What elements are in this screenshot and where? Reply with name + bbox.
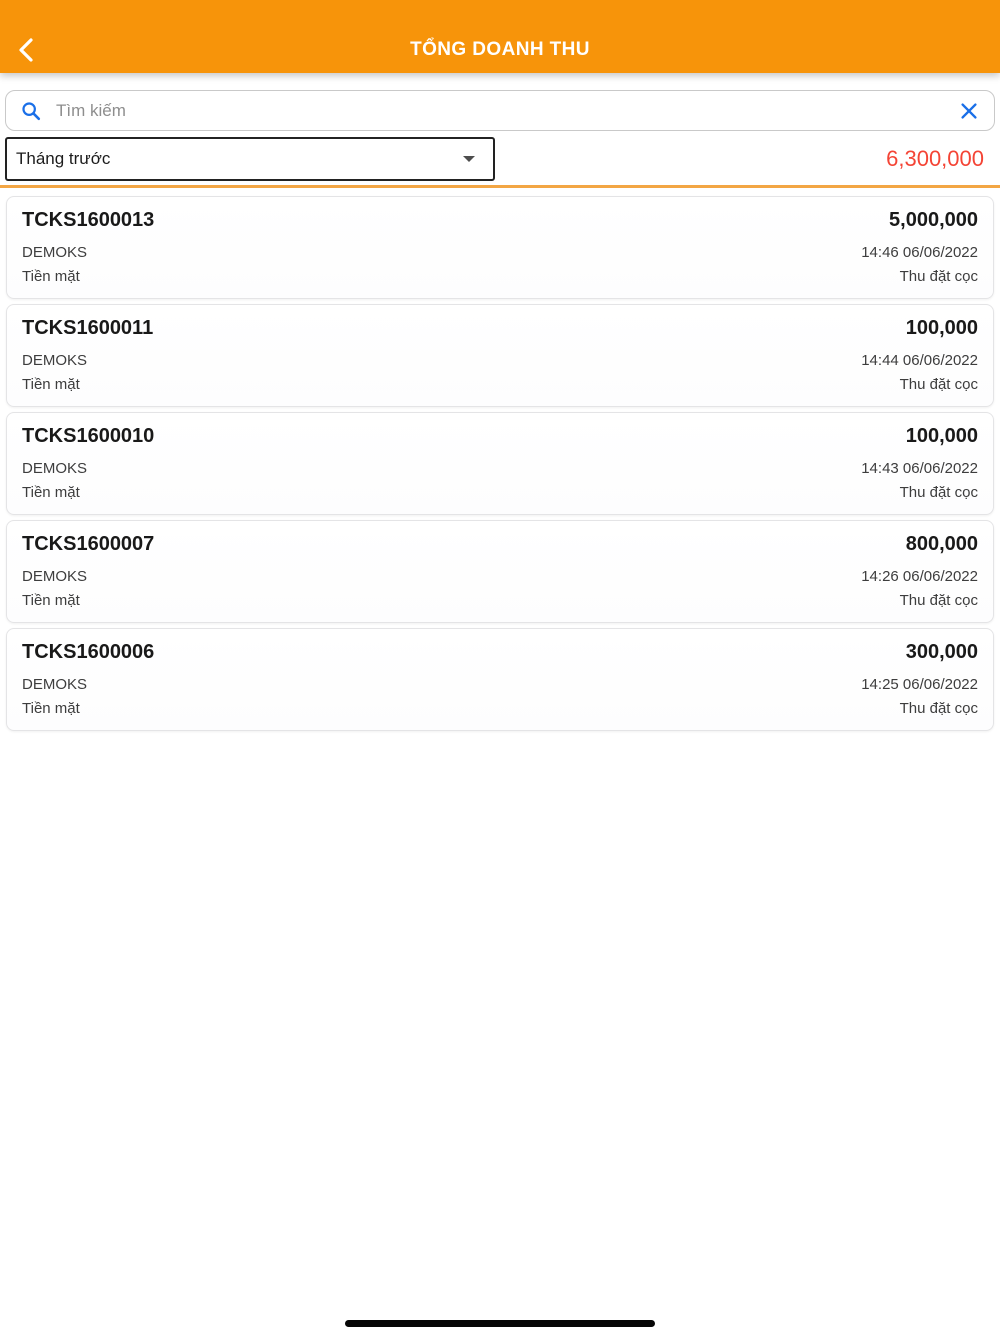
transaction-type: Thu đặt cọc	[899, 700, 978, 717]
transaction-type: Thu đặt cọc	[899, 484, 978, 501]
back-button[interactable]	[8, 32, 44, 68]
filter-row	[5, 136, 995, 181]
chevron-down-icon	[463, 156, 475, 162]
transaction-type: Thu đặt cọc	[899, 376, 978, 393]
transaction-card-mid-row	[22, 568, 978, 585]
transaction-card-mid-row	[22, 460, 978, 477]
transaction-datetime: 14:46 06/06/2022	[861, 244, 978, 261]
transaction-id: TCKS1600007	[22, 533, 155, 555]
transaction-account: DEMOKS	[22, 244, 88, 261]
transaction-payment-method: Tiền mặt	[22, 376, 80, 393]
transaction-card[interactable]	[6, 304, 994, 407]
app-header	[0, 0, 1000, 73]
transaction-amount: 800,000	[905, 533, 978, 555]
period-dropdown-value: Tháng trước	[16, 148, 111, 168]
period-dropdown[interactable]	[5, 137, 495, 181]
transaction-card-top-row	[22, 425, 978, 448]
transaction-card-bottom-row	[22, 592, 978, 609]
transaction-account: DEMOKS	[22, 352, 88, 369]
transaction-id: TCKS1600013	[22, 209, 155, 231]
transaction-amount: 100,000	[905, 425, 978, 447]
transaction-datetime: 14:44 06/06/2022	[861, 352, 978, 369]
home-indicator[interactable]	[345, 1320, 655, 1327]
transaction-account: DEMOKS	[22, 460, 88, 477]
transaction-card-bottom-row	[22, 484, 978, 501]
transaction-id: TCKS1600006	[22, 641, 155, 663]
transaction-card-top-row	[22, 209, 978, 232]
header-bar	[0, 27, 1000, 73]
page-title: TỔNG DOANH THU	[410, 39, 590, 60]
transaction-payment-method: Tiền mặt	[22, 700, 80, 717]
transaction-payment-method: Tiền mặt	[22, 484, 80, 501]
transaction-list	[0, 188, 1000, 731]
search-icon	[20, 100, 42, 122]
transaction-card[interactable]	[6, 412, 994, 515]
transaction-amount: 5,000,000	[889, 209, 978, 231]
search-bar[interactable]	[5, 90, 995, 131]
transaction-id: TCKS1600011	[22, 317, 154, 339]
transaction-card-mid-row	[22, 244, 978, 261]
transaction-card[interactable]	[6, 628, 994, 731]
transaction-card-bottom-row	[22, 700, 978, 717]
transaction-account: DEMOKS	[22, 568, 88, 585]
transaction-payment-method: Tiền mặt	[22, 592, 80, 609]
transaction-card-mid-row	[22, 676, 978, 693]
transaction-card-top-row	[22, 317, 978, 340]
transaction-card-top-row	[22, 641, 978, 664]
transaction-type: Thu đặt cọc	[899, 268, 978, 285]
clear-search-icon[interactable]	[958, 100, 980, 122]
search-input[interactable]	[56, 101, 958, 121]
transaction-card-mid-row	[22, 352, 978, 369]
transaction-card-top-row	[22, 533, 978, 556]
transaction-card-bottom-row	[22, 376, 978, 393]
transaction-datetime: 14:43 06/06/2022	[861, 460, 978, 477]
total-revenue-value: 6,300,000	[886, 145, 984, 171]
transaction-card[interactable]	[6, 196, 994, 299]
transaction-datetime: 14:25 06/06/2022	[861, 676, 978, 693]
transaction-payment-method: Tiền mặt	[22, 268, 80, 285]
transaction-datetime: 14:26 06/06/2022	[861, 568, 978, 585]
transaction-card[interactable]	[6, 520, 994, 623]
transaction-amount: 300,000	[905, 641, 978, 663]
transaction-type: Thu đặt cọc	[899, 592, 978, 609]
transaction-account: DEMOKS	[22, 676, 88, 693]
chevron-left-icon	[15, 37, 37, 63]
transaction-amount: 100,000	[905, 317, 978, 339]
transaction-card-bottom-row	[22, 268, 978, 285]
transaction-id: TCKS1600010	[22, 425, 155, 447]
